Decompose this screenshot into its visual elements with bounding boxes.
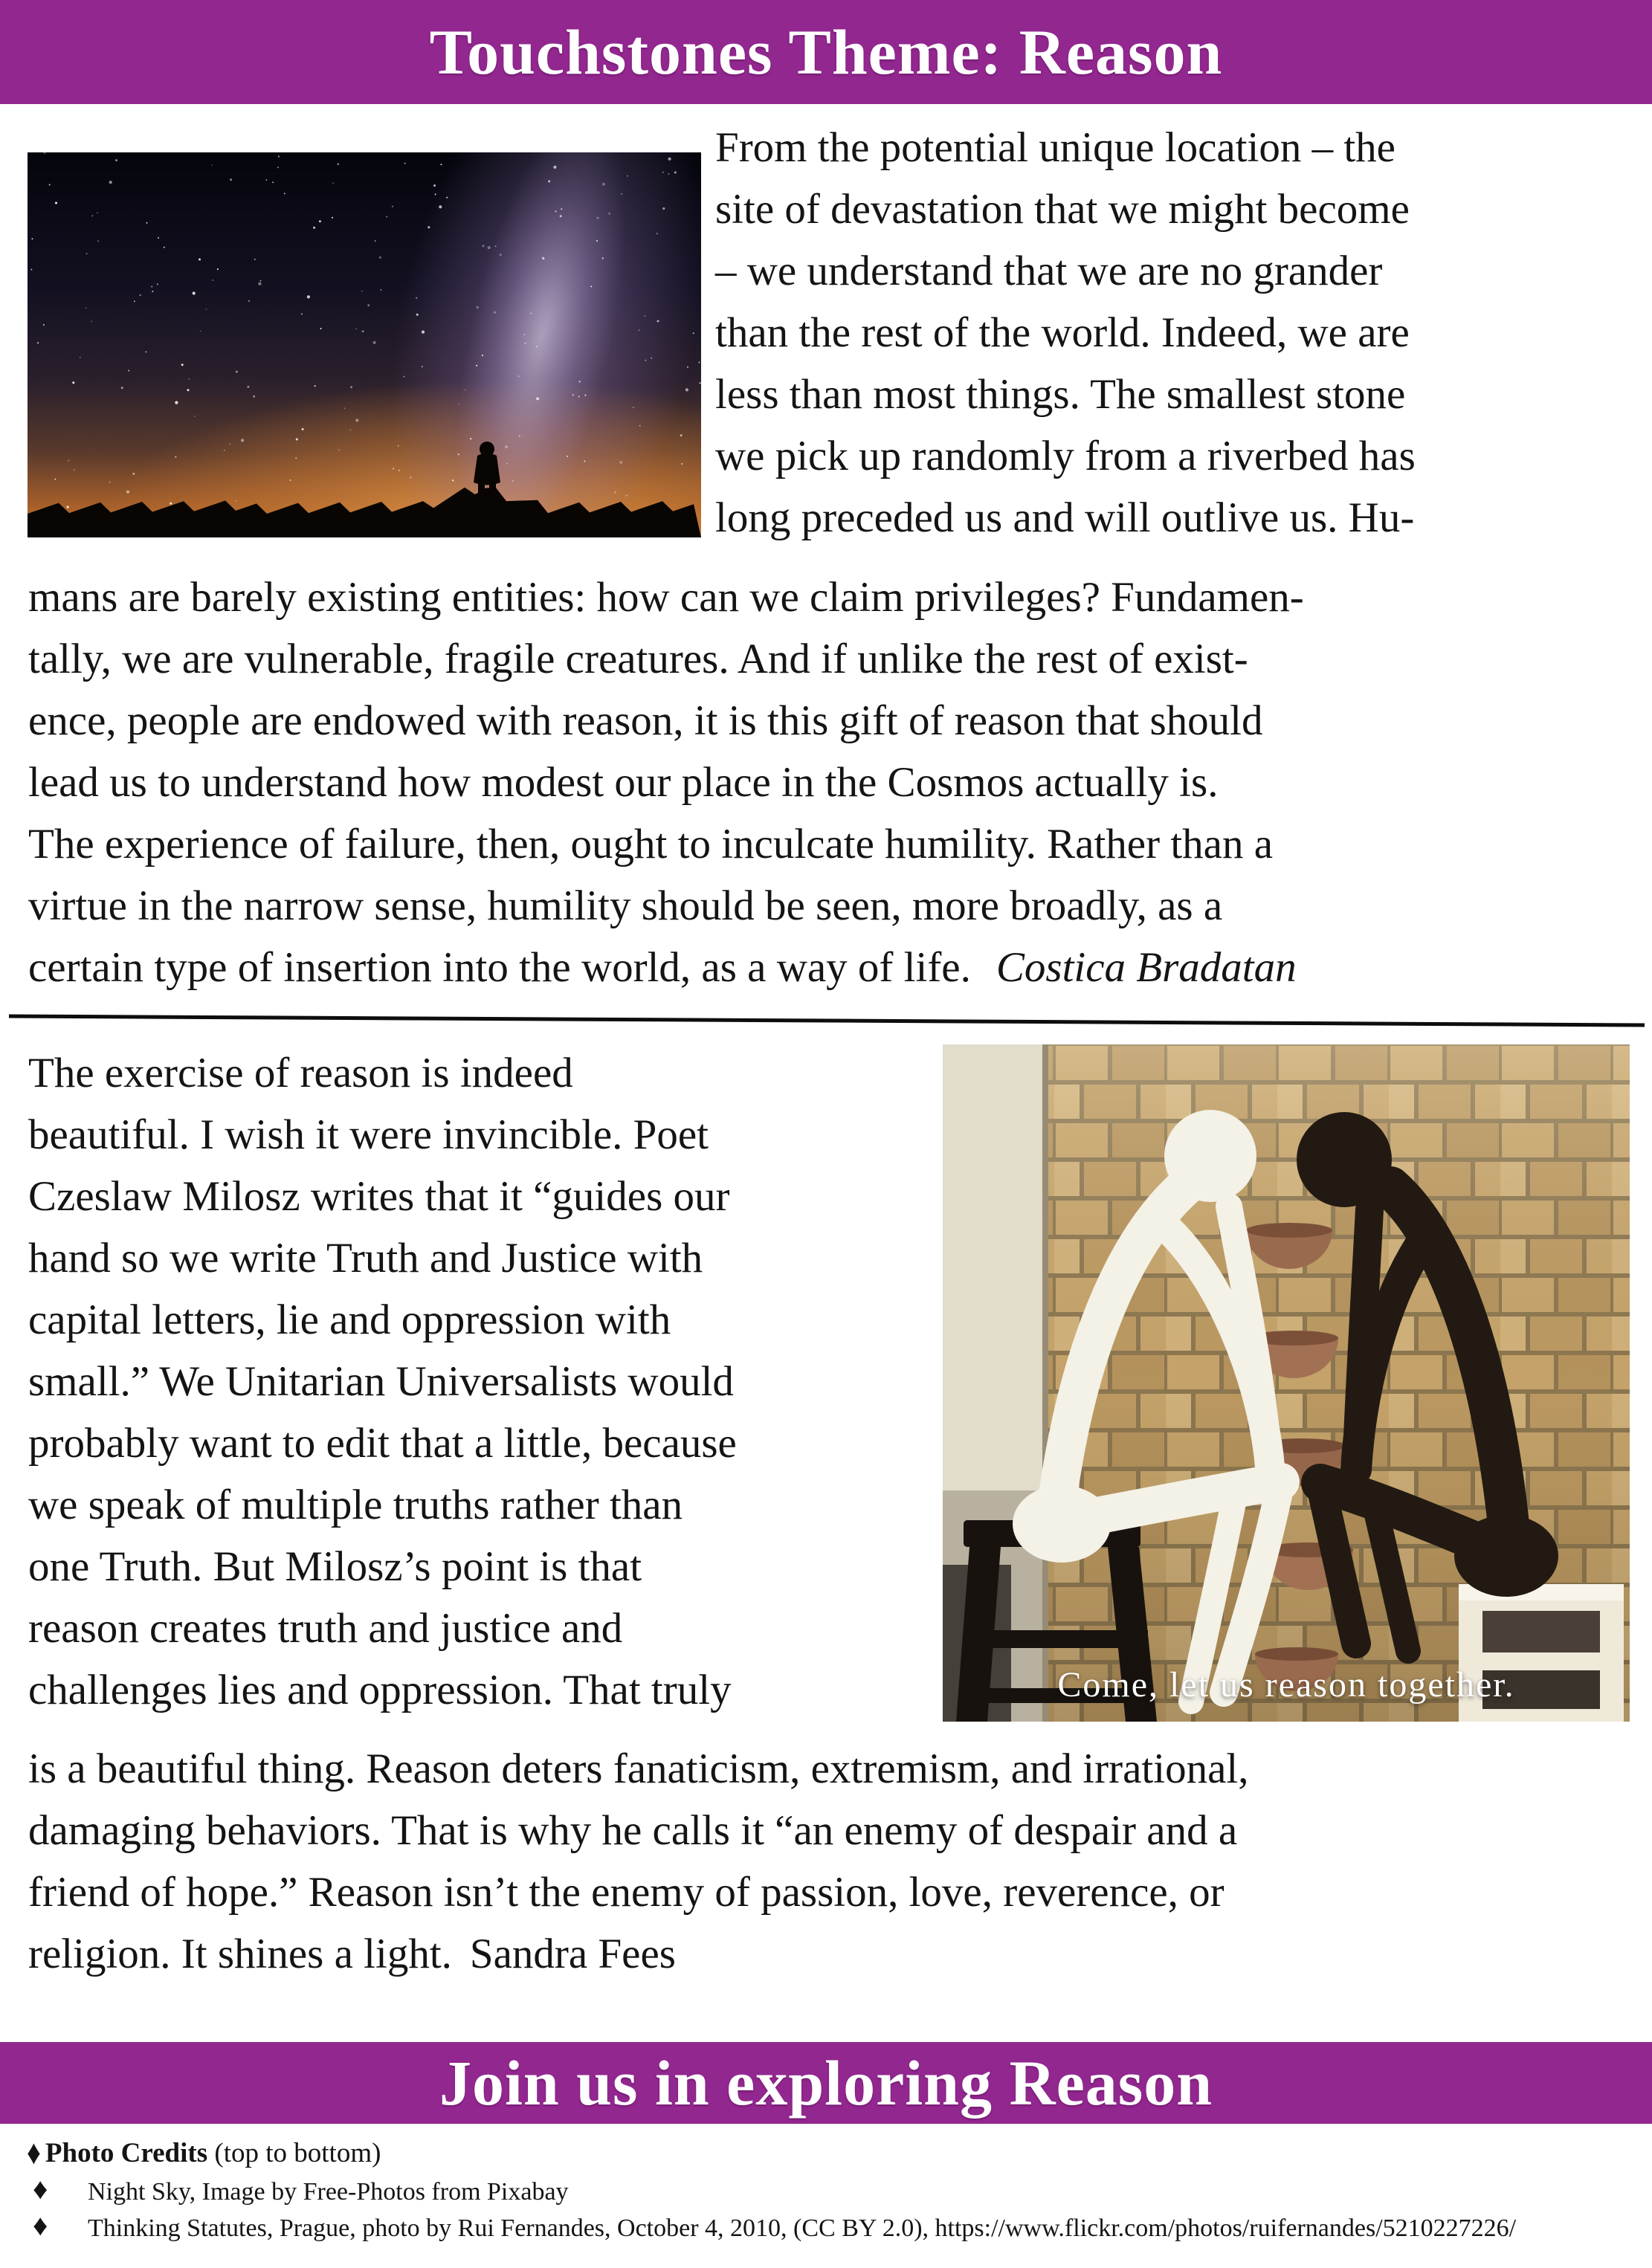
quote1-line: than the rest of the world. Indeed, we are: [715, 309, 1410, 356]
page-title: Touchstones Theme: Reason: [429, 16, 1223, 88]
footer-banner: [0, 2042, 1652, 2124]
diamond-bullet-icon: ♦: [33, 2209, 48, 2242]
quote1-line: virtue in the narrow sense, humility should be seen, more broadly, as a: [28, 882, 1223, 929]
quote2-line: one Truth. But Milosz’s point is that: [28, 1543, 642, 1590]
sculpture-photo: [943, 1044, 1630, 1722]
quote1-line: From the potential unique location – the: [715, 124, 1396, 171]
quote2-line: we speak of multiple truths rather than: [28, 1482, 683, 1528]
quote2-line: hand so we write Truth and Justice with: [28, 1235, 703, 1282]
footer-banner-title: Join us in exploring Reason: [439, 2047, 1213, 2119]
quote2-line: beautiful. I wish it were invincible. Poet: [28, 1111, 709, 1158]
quote2-line: The exercise of reason is indeed: [28, 1050, 573, 1096]
thinker-statues-illustration: [943, 1044, 1630, 1722]
quote1-line: we pick up randomly from a riverbed has: [715, 433, 1416, 479]
quote1-line: tally, we are vulnerable, fragile creatures. And if unlike the rest of exist-: [28, 636, 1248, 682]
quote1-line: – we understand that we are no grander: [715, 248, 1383, 294]
photo-credits-label: Photo Credits: [45, 2138, 208, 2168]
quote1-text: certain type of insertion into the world, as a way of life.: [28, 944, 971, 991]
night-sky-illustration: [28, 152, 701, 537]
quote1-line: site of devastation that we might become: [715, 186, 1410, 233]
diamond-bullet-icon: ♦: [27, 2133, 41, 2172]
photo-caption: Come, let us reason together.: [1057, 1665, 1515, 1705]
night-sky-photo: [28, 152, 701, 537]
photo-credits-header: [27, 2135, 381, 2172]
quote2-text: religion. It shines a light.: [28, 1931, 452, 1977]
quote1-line: The experience of failure, then, ought to inculcate humility. Rather than a: [28, 821, 1274, 868]
quote1-column: [715, 117, 1633, 549]
section-divider: [0, 1011, 1652, 1029]
quote2-last-line: [28, 1923, 1634, 1985]
quote2-attribution: Sandra Fees: [469, 1931, 676, 1977]
quote2-line: damaging behaviors. That is why he calls it “an enemy of despair and a: [28, 1807, 1238, 1854]
quote2-line: reason creates truth and justice and: [28, 1605, 623, 1652]
quote2-full-width: [28, 1738, 1634, 1985]
cream-wall: [943, 1044, 1048, 1722]
header-banner: [0, 0, 1652, 104]
quote2-line: is a beautiful thing. Reason deters fanaticism, extremism, and irrational,: [28, 1745, 1249, 1792]
quote2-line: capital letters, lie and oppression with: [28, 1296, 671, 1343]
quote1-line: mans are barely existing entities: how can we claim privileges? Fundamen-: [28, 574, 1304, 621]
quote1-line: lead us to understand how modest our place in the Cosmos actually is.: [28, 759, 1219, 806]
diamond-bullet-icon: ♦: [33, 2172, 48, 2206]
credit-item-night-sky: Night Sky, Image by Free-Photos from Pixabay: [88, 2178, 569, 2206]
quote2-line: probably want to edit that a little, because: [28, 1420, 737, 1467]
quote2-line: small.” We Unitarian Universalists would: [28, 1358, 734, 1405]
quote2-line: Czeslaw Milosz writes that it “guides our: [28, 1173, 730, 1220]
quote1-last-line: [28, 937, 1634, 998]
credit-item-thinking-statutes: Thinking Statutes, Prague, photo by Rui Fernandes, October 4, 2010, (CC BY 2.0), https://www.flickr.com/photos/ruifernandes/5210227226/: [88, 2214, 1517, 2242]
quote1-full-width: [28, 566, 1634, 998]
quote2-line: challenges lies and oppression. That truly: [28, 1667, 732, 1713]
quote1-line: less than most things. The smallest stone: [715, 371, 1406, 418]
quote1-line: ence, people are endowed with reason, it is this gift of reason that should: [28, 697, 1263, 744]
quote1-line: long preceded us and will outlive us. Hu-: [715, 494, 1415, 541]
quote1-attribution: Costica Bradatan: [996, 944, 1297, 991]
quote2-line: friend of hope.” Reason isn’t the enemy of passion, love, reverence, or: [28, 1869, 1225, 1916]
photo-credits-sub: (top to bottom): [207, 2138, 381, 2168]
quote2-column: [28, 1042, 946, 1721]
